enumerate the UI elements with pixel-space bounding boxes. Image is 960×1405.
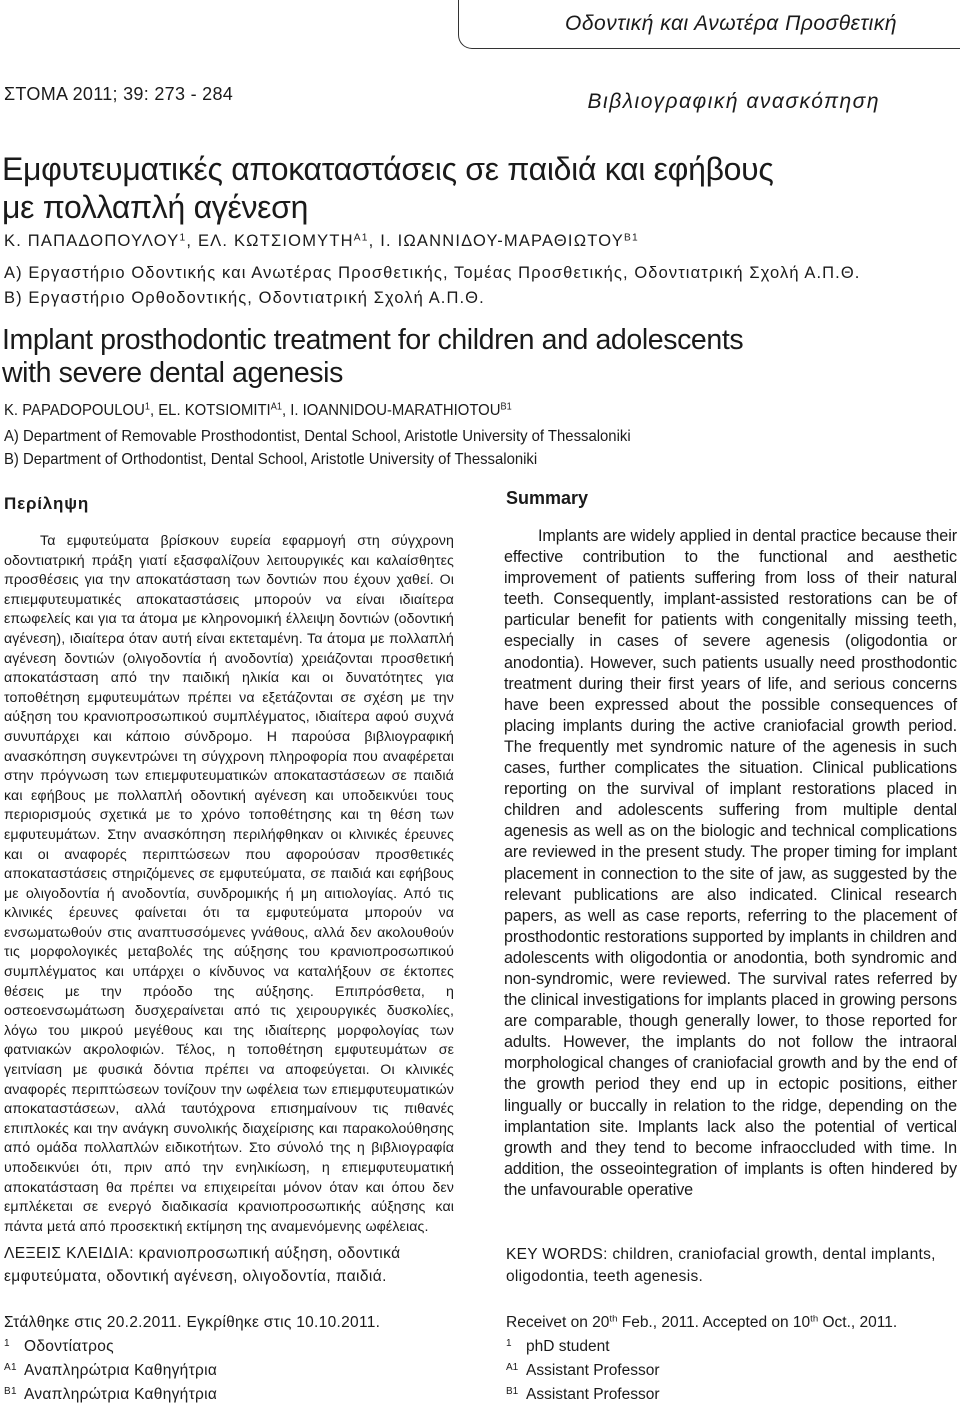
author-2-mark: A1 [270,401,282,413]
author-3: , Ι. ΙΩΑΝΝΙΔΟΥ-ΜΑΡΑΘΙΩΤΟΥ [368,232,624,250]
journal-header [458,0,960,49]
author-3-mark: Β1 [623,232,639,244]
footnote-2 [506,1357,897,1381]
footnote-2-mark: A1 [506,1362,519,1373]
author-3-mark: B1 [500,401,512,413]
author-1: Κ. ΠΑΠΑΔΟΠΟΥΛΟΥ [4,232,180,250]
citation: ΣΤΟΜΑ 2011; 39: 273 - 284 [4,84,234,104]
author-1-mark: 1 [179,232,187,244]
footnote-1 [4,1333,380,1357]
abstract-greek-text: Τα εμφυτεύματα βρίσκουν ευρεία εφαρμογή στη σύγχρονη οδοντιατρική πράξη γιατί εξασφαλίζουν λειτουργικές και καλαίσθητες προσθέσεις για την αποκατάσταση των δοντιών που έχουν χαθεί. Οι επιεμφυτευματικές αποκαταστάσεις μπορούν να είναι ιδιαίτερα επωφελείς και για τα άτομα με κληρονομική έλλειψη δοντιών (οδοντική αγένεση), ιδιαίτερα όταν αυτή είναι εκτεταμένη. Τα άτομα με πολλαπλή αγένεση δοντιών (ολιγοδοντία ή ανοδοντία) χρειάζονται προσθετική αποκατάσταση από την παιδική ηλικία και οι δυνατότητες για τοποθέτηση εμφυτευμάτων πρέπει να εξετάζονται σε σχέση με την αύξηση του κρανιοπροσωπικού συμπλέγματος, ιδιαίτερα αφού συχνά συνυπάρχει και κάποιο σύνδρομο. Η παρούσα βιβλιογραφική ανασκόπηση συγκεντρώνει τη σύγχρονη πληροφορία που αναφέρεται στην πρόγνωση των επιεμφυτευματικών αποκαταστάσεων σε παιδιά και εφήβους με πολλαπλή οδοντική αγένεση και υποδεικνύει τους περιορισμούς σχετικά με το χρόνο τοποθέτησης και τη θέση των εμφυτευμάτων. Στην ανασκόπηση περιλήφθηκαν οι κλινικές έρευνες και οι αναφορές περιπτώσεων που αφορούσαν προσθετικές αποκαταστάσεις στηριζόμενες σε εμφυτεύματα, σε παιδιά και εφήβους με ολιγοδοντία ή ανοδοντία, συνδρομικής ή μη αιτιολογίας. Από τις κλινικές έρευνες φαίνεται ότι τα εμφυτεύματα μπορούν να ενσωματωθούν στις αναπτυσσόμενες γνάθους, αλλά δεν ακολουθούν τις μορφολογικές μεταβολές της αύξησης του κρανιοπροσωπικού συμπλέγματος και υπάρχει ο κίνδυνος να καταλήξουν σε έκτοπες θέσεις με την πρόοδο της αύξησης. Επιπρόσθετα, η οστεοενσωμάτωση δυσχεραίνεται από τις χειρουργικές δυσκολίες, λόγω του μικρού μεγέθους και της ιδιαίτερης μορφολογίας των φατνιακών ακρολοφιών. Τέλος, η τοποθέτηση εμφυτευμάτων σε γειτνίαση με φυσικά δόντια πρέπει να αποφεύγεται. Οι κλινικές αναφορές περιπτώσεων τονίζουν την ωφέλεια των επιεμφυτευματικών αποκαταστάσεων, αλλά ταυτόχρονα επισημαίνουν τις πιθανές επιπλοκές και την ανάγκη συνολικής διαχείρισης και παρακολούθησης από ομάδα πολλαπλών ειδικοτήτων. Στο σύνολό της η βιβλιογραφία υποδεικνύει ότι, πριν από την ενηλικίωση, η επιεμφυτευματική αποκατάσταση θα πρέπει να επιχειρείται μόνον όταν και όπου δεν εμπλέκεται σε ενεργό διαδικασία κρανιοπροσωπικής αύξησης και πάντα μετά από προσεκτική εκτίμηση της αναμενόμενης ωφέλειας. [4,533,454,1235]
author-2: , EL. KOTSIOMITI [149,402,271,419]
article-type: Βιβλιογραφική ανασκόπηση [587,90,880,113]
footnote-3 [4,1381,380,1405]
affiliation-greek-b: Β) Εργαστήριο Ορθοδοντικής, Οδοντιατρική Σχολή Α.Π.Θ. [4,289,485,307]
abstract-greek [4,532,454,1237]
footnotes-greek [4,1312,380,1405]
footnote-3-mark: Β1 [4,1386,17,1397]
received-text-a: Receivet on 20 [506,1314,610,1331]
footnote-3-text: Assistant Professor [526,1386,660,1403]
received-text-b: Feb., 2011. Accepted on 10 [617,1314,811,1331]
footnote-1-text: phD student [526,1338,610,1355]
abstract-heading: Περίληψη [4,494,90,513]
footnote-3-mark: B1 [506,1386,519,1397]
footnote-3 [506,1381,897,1405]
affiliation-greek-a: Α) Εργαστήριο Οδοντικής και Ανωτέρας Προσθετικής, Τομέας Προσθετικής, Οδοντιατρική Σχολή Α.Π.Θ. [4,264,861,282]
received-date: Στάλθηκε στις 20.2.2011. Εγκρίθηκε στις 10.10.2011. [4,1314,381,1331]
title-english [2,324,743,390]
footnote-2-mark: Α1 [4,1362,17,1373]
footnote-3-text: Αναπληρώτρια Καθηγήτρια [24,1386,218,1403]
footnote-1-text: Οδοντίατρος [24,1338,114,1355]
author-2: , ΕΛ. ΚΩΤΣΙΟΜΥΤΗ [186,232,354,250]
footnote-1 [506,1333,897,1357]
affiliation-english-a: A) Department of Removable Prosthodontist, Dental School, Aristotle University of Thessaloniki [4,428,631,445]
footnote-1-mark: 1 [506,1338,512,1349]
summary-english-text: Implants are widely applied in dental practice because their effective contribution to the functional and aesthetic improvement of patients suffering from loss of their natural teeth. Consequently, implant-assisted restorations can be of particular benefit for patients with congenitally missing teeth, especially in cases of severe agenesis (oligodontia or anodontia). However, such patients usually need prosthodontic treatment during their first years of life, and serious concerns have been expressed about the possible consequences of placing implants during the active craniofacial growth period. The frequently met syndromic nature of the agenesis in such cases, further complicates the situation. Clinical publications reporting on the survival of implant restorations placed in children and adolescents suffering from multiple dental agenesis as well as on the biologic and technical complications are reviewed in the present study. The proper timing for implant placement in connection to the site of jaw, as suggested by the relevant publications are also indicated. Clinical research papers, as well as case reports, referring to the placement of prosthodontic restorations supported by implants in children and adolescents with oligodontia or anodontia, both syndromic and non-syndromic, were reviewed. The survival rates referred by the clinical investigations for implants placed in growing persons are comparable, though generally lower, to those reported for adults. However, the implants do not follow the intraoral morphological changes of craniofacial growth and by the end of the growth period they end up in ectopic positions, either lingually or buccally in relation to the ridge, depending on the implantation site. Implants lack also the potential of vertical growth and they tend to become infraoccluded with time. In addition, the osseointegration of implants is often hindered by the unfavourable operative [504,527,957,1199]
author-2-mark: Α1 [353,232,369,244]
title-english-line1: Implant prosthodontic treatment for children and adolescents [2,324,744,356]
title-greek-line2: με πολλαπλή αγένεση [2,189,309,225]
summary-english [504,526,957,1201]
title-greek [2,150,774,226]
keywords-english: KEY WORDS: children, craniofacial growth, dental implants, oligodontia, teeth agenesis. [506,1246,936,1285]
received-sup-1: th [609,1313,618,1325]
authors-greek [4,232,639,251]
affiliation-english-b: B) Department of Orthodontist, Dental School, Aristotle University of Thessaloniki [4,451,538,468]
summary-heading: Summary [506,488,589,508]
title-english-line2: with severe dental agenesis [2,357,343,389]
author-1: K. PAPADOPOULOU [4,402,145,419]
keywords-greek: ΛΕΞΕΙΣ ΚΛΕΙΔΙΑ: κρανιοπροσωπική αύξηση, οδοντικά εμφυτεύματα, οδοντική αγένεση, ολιγοδοντία, παιδιά. [4,1245,401,1285]
author-3: , I. IOANNIDOU-MARATHIOTOU [281,402,501,419]
title-greek-line1: Εμφυτευματικές αποκαταστάσεις σε παιδιά και εφήβους [2,151,774,187]
footnotes-english [506,1312,897,1405]
received-text-c: Oct., 2011. [818,1314,898,1331]
footnote-1-mark: 1 [4,1338,10,1349]
footnote-2-text: Αναπληρώτρια Καθηγήτρια [24,1362,218,1379]
authors-english [4,402,512,420]
footnote-2 [4,1357,380,1381]
footnote-2-text: Assistant Professor [526,1362,660,1379]
author-1-mark: 1 [144,401,150,413]
journal-title: Οδοντική και Ανωτέρα Προσθετική [565,12,897,35]
received-date [506,1312,897,1333]
received-sup-2: th [810,1313,819,1325]
